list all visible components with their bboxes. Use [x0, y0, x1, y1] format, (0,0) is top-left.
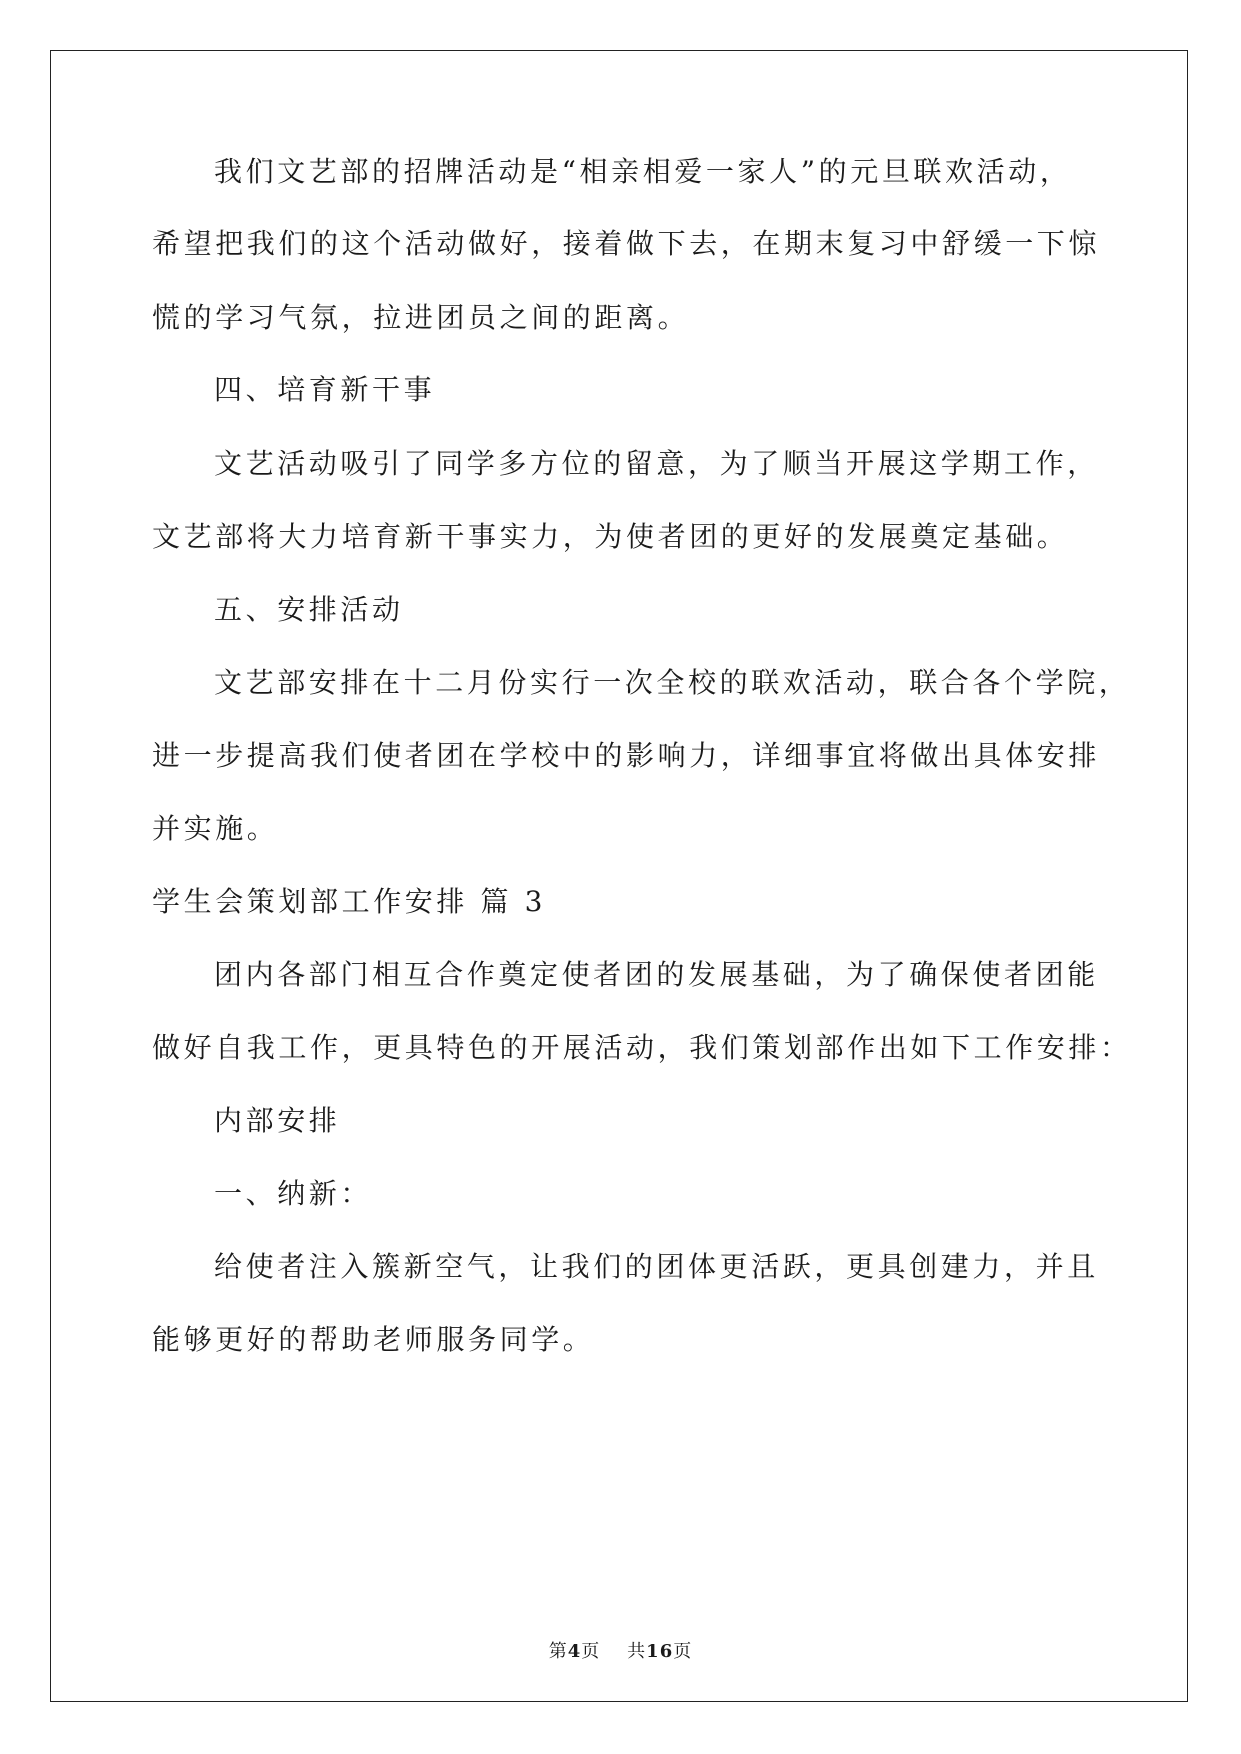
- section-heading: 四、培育新干事: [214, 373, 436, 406]
- page-border: [50, 50, 1188, 1702]
- paragraph-line: 文艺部安排在十二月份实行一次全校的联欢活动，联合各个学院，: [214, 666, 1131, 699]
- total-pages-number: 16: [646, 1641, 674, 1662]
- paragraph-line: 做好自我工作，更具特色的开展活动，我们策划部作出如下工作安排：: [152, 1031, 1132, 1064]
- section-heading: 内部安排: [214, 1104, 341, 1137]
- current-page-number: 4: [567, 1641, 582, 1662]
- page-footer: [0, 1637, 1241, 1663]
- paragraph-line: 慌的学习气氛，拉进团员之间的距离。: [152, 301, 690, 334]
- document-title: 学生会策划部工作安排 篇 3: [152, 885, 547, 918]
- paragraph-line: 并实施。: [152, 812, 279, 845]
- paragraph-line: 希望把我们的这个活动做好，接着做下去，在期末复习中舒缓一下惊: [152, 227, 1101, 260]
- paragraph-line: 文艺部将大力培育新干事实力，为使者团的更好的发展奠定基础。: [152, 520, 1069, 553]
- paragraph-line: 我们文艺部的招牌活动是“相亲相爱一家人”的元旦联欢活动，: [214, 155, 1072, 188]
- paragraph-line: 能够更好的帮助老师服务同学。: [152, 1323, 595, 1356]
- paragraph-line: 文艺活动吸引了同学多方位的留意，为了顺当开展这学期工作，: [214, 447, 1099, 480]
- paragraph-line: 给使者注入簇新空气，让我们的团体更活跃，更具创建力，并且: [214, 1250, 1099, 1283]
- paragraph-line: 团内各部门相互合作奠定使者团的发展基础，为了确保使者团能: [214, 958, 1099, 991]
- section-heading: 一、纳新：: [214, 1177, 373, 1210]
- paragraph-line: 进一步提高我们使者团在学校中的影响力，详细事宜将做出具体安排: [152, 739, 1101, 772]
- section-heading: 五、安排活动: [214, 593, 404, 626]
- footer-mid: 页 共: [581, 1641, 647, 1662]
- footer-suffix: 页: [673, 1641, 693, 1662]
- footer-prefix: 第: [548, 1641, 568, 1662]
